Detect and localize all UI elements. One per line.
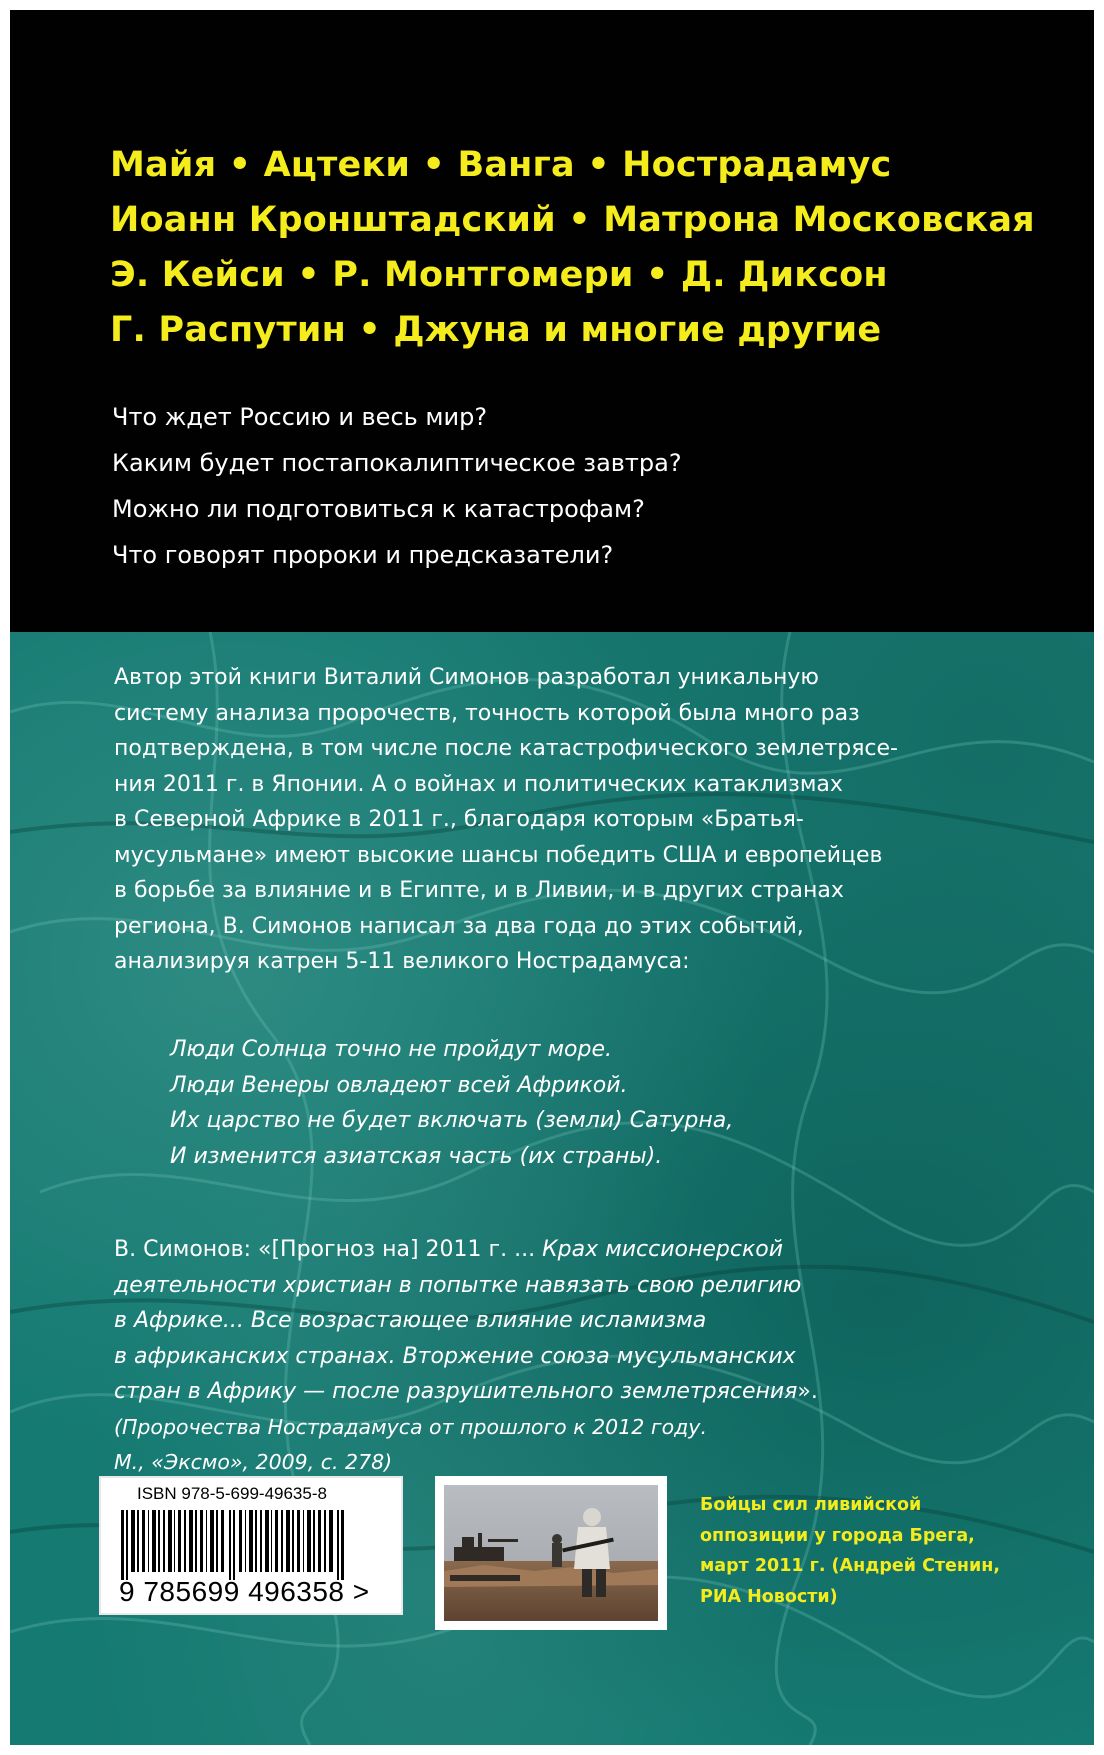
- question: Каким будет постапокалиптическое завтра?: [112, 449, 682, 477]
- question: Что ждет Россию и весь мир?: [112, 403, 488, 431]
- isbn-barcode: [99, 1476, 403, 1615]
- prophets-list: [110, 138, 1035, 358]
- quote-line: деятельности христиан в попытке навязать свою религию: [114, 1272, 802, 1298]
- photo-caption: [700, 1490, 1000, 1612]
- description-line: региона, В. Симонов написал за два года до этих событий,: [114, 913, 804, 939]
- questions-list: [112, 394, 682, 578]
- quatrain-line: Люди Венеры овладеют всей Африкой.: [170, 1072, 628, 1098]
- description-line: Автор этой книги Виталий Симонов разработал уникальную: [114, 665, 819, 690]
- description-line: в Северной Африке в 2011 г., благодаря которым «Братья-: [114, 807, 804, 832]
- barcode-digits: 9 785699 496358 >: [119, 1576, 370, 1607]
- caption-line: оппозиции у города Брега,: [700, 1525, 975, 1546]
- quatrain-line: Люди Солнца точно не пройдут море.: [170, 1037, 612, 1062]
- quote-paragraph: [114, 1232, 818, 1481]
- quote-line: [114, 1232, 818, 1268]
- caption-line: март 2011 г. (Андрей Стенин,: [700, 1556, 1001, 1576]
- barcode-bars: [121, 1510, 361, 1580]
- quote-italic: стран в Африку — после разрушительного землетрясения: [114, 1379, 798, 1404]
- quote-tail: ».: [797, 1379, 818, 1404]
- quatrain: [170, 1032, 733, 1174]
- isbn-label: ISBN 978-5-699-49635-8: [137, 1484, 327, 1503]
- prophets-line: Э. Кейси • Р. Монтгомери • Д. Диксон: [110, 255, 888, 295]
- quote-line: в африканских странах. Вторжение союза мусульманских: [114, 1343, 796, 1369]
- description-line: в борьбе за влияние и в Египте, и в Ливии, и в других странах: [114, 878, 844, 903]
- description-paragraph: [114, 660, 974, 980]
- question: Что говорят пророки и предсказатели?: [112, 541, 614, 569]
- question: Можно ли подготовиться к катастрофам?: [112, 495, 645, 523]
- photo-libya-fighters: [444, 1485, 658, 1621]
- quote-source: (Пророчества Нострадамуса от прошлого к 2012 году.: [114, 1414, 707, 1439]
- quote-italic: Крах миссионерской: [542, 1237, 784, 1262]
- prophets-line: Майя • Ацтеки • Ванга • Нострадамус: [110, 145, 892, 185]
- quote-line: [114, 1374, 818, 1410]
- quatrain-line: И изменится азиатская часть (их страны).: [170, 1143, 663, 1169]
- quote-line: в Африке... Все возрастающее влияние исламизма: [114, 1308, 707, 1333]
- description-line: анализируя катрен 5-11 великого Нострадамуса:: [114, 949, 690, 974]
- top-black-panel: [10, 10, 1094, 632]
- quote-source: М., «Эксмо», 2009, с. 278): [114, 1450, 393, 1474]
- description-line: мусульмане» имеют высокие шансы победить США и европейцев: [114, 842, 883, 868]
- caption-line: РИА Новости): [700, 1586, 838, 1607]
- photo-frame: [435, 1476, 667, 1630]
- description-line: ния 2011 г. в Японии. А о войнах и политических катаклизмах: [114, 771, 843, 797]
- prophets-line: Г. Распутин • Джуна и многие другие: [110, 310, 882, 350]
- prophets-line: Иоанн Кронштадский • Матрона Московская: [110, 200, 1035, 240]
- quote-lead: В. Симонов: «[Прогноз на] 2011 г. ...: [114, 1237, 543, 1262]
- description-line: подтверждена, в том числе после катастрофического землетрясе-: [114, 736, 898, 761]
- quatrain-line: Их царство не будет включать (земли) Сатурна,: [170, 1108, 734, 1133]
- description-line: систему анализа пророчеств, точность которой была много раз: [114, 700, 860, 726]
- caption-line: Бойцы сил ливийской: [700, 1495, 922, 1515]
